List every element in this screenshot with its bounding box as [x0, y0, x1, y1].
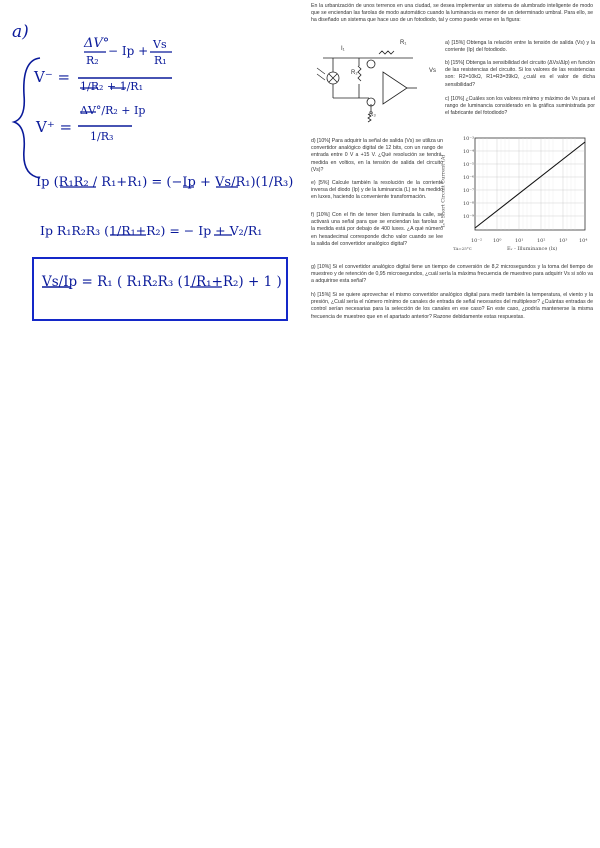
- eq4: Ip R₁R₂R₃ (1/R₁+R₂) = − Ip + V₂/R₁: [40, 223, 263, 238]
- graph-ytick-5: 10⁻⁸: [463, 201, 475, 207]
- graph-ylabel: Iₙ - Short Circuit Current (A): [440, 154, 447, 228]
- circuit-r2: R₂: [351, 70, 358, 76]
- graph-xtick-1: 10⁰: [493, 238, 502, 244]
- eq1-num-e: R₁: [154, 54, 167, 67]
- graph-ytick-1: 10⁻⁴: [463, 149, 475, 155]
- graph-xtick-0: 10⁻²: [471, 238, 483, 244]
- eq1-lhs: V⁻ =: [34, 68, 71, 86]
- circuit-i1: I₁: [341, 46, 345, 52]
- graph-xtick-5: 10⁴: [579, 238, 588, 244]
- question-f: f) [10%] Con el fin de tener bien iluminada la calle, se activará una señal para que se enciendan las farolas si la medida está por debajo de 400 luxes. ¿A qué número en hexadecimal corresponde dicho valor cuando se lee la salida del convertidor analógico digital?: [311, 212, 443, 247]
- graph-ytick-4: 10⁻⁷: [463, 188, 475, 194]
- question-a: a) [15%] Obtenga la relación entre la tensión de salida (Vs) y la corriente (Ip) del fotodiodo.: [445, 40, 595, 54]
- boxed-result: Vs/Ip = R₁ ( R₁R₂R₃ (1/R₁+R₂) + 1 ): [42, 274, 282, 290]
- circuit-vs: Vs: [429, 68, 437, 74]
- eq1-num-d: Vs: [153, 38, 167, 51]
- question-d: d) [10%] Para adquirir la señal de salida (Vs) se utiliza un convertidor analógico digital de 12 bits, con un rango de entrada entre 0 V a +15 V. ¿Qué resolución se tendrá, medida en voltios, en la tensión de salida del circuito (Vs)?: [311, 138, 443, 173]
- eq2-denominator: 1/R₃: [90, 130, 114, 143]
- circuit-r3: R₃: [369, 112, 376, 118]
- graph-ytick-0: 10⁻³: [463, 136, 475, 142]
- question-c: c) [10%] ¿Cuáles son los valores mínimo y máximo de Vs para el rango de luminancia considerado en la gráfica suministrada por el fabricante del fotodiodo?: [445, 96, 595, 117]
- graph-xtick-4: 10³: [559, 238, 568, 244]
- graph-ytick-6: 10⁻⁹: [463, 214, 475, 220]
- question-b: b) [15%] Obtenga la sensibilidad del circuito (ΔVs/ΔIp) en función de las resistencias del circuito. Si los valores de las resistencias son: R2=10kΩ, R1=R3=39kΩ, ¿cuál es el valor de dicha sensibilidad?: [445, 60, 595, 88]
- exam-sheet: [311, 0, 595, 345]
- question-h: h) [15%] Si se quiere aprovechar el mismo convertidor analógico digital para medir también la temperatura, el viento y la presión, ¿Cuál sería el número mínimo de canales de entrada de señal necesarios del multiplexor? ¿Cuántas entradas de control serían necesarias para la selección de los canales en ese caso? En este caso, ¿podría mantenerse la misma frecuencia de muestreo que en el apartado anterior? Razone debidamente estas respuestas.: [311, 292, 593, 320]
- graph-ytick-3: 10⁻⁶: [463, 175, 475, 181]
- circuit-diagram: [313, 38, 423, 128]
- eq1-num-b: R₂: [86, 54, 99, 67]
- eq1-denominator: 1/R₂ + 1/R₁: [80, 80, 144, 93]
- graph-xlabel: Eᵥ - Illuminance (lx): [507, 246, 558, 252]
- eq3: Ip (R₁R₂ / R₁+R₁) = (−Ip + Vs/R₁)(1/R₃): [36, 175, 294, 190]
- graph-xtick-3: 10²: [537, 238, 546, 244]
- eq1-num-a: ΔV°: [84, 36, 110, 51]
- eq2-numerator: ΔV°/R₂ + Ip: [80, 104, 146, 117]
- intro-text: En la urbanización de unos terrenos en una ciudad, se desea implementar un sistema de alumbrado inteligente de modo que se enciendan las farolas de modo automático cuando la luminancia es menor de un determinado umbral. Para ello, se ha diseñado un sistema que hace uso de un fotodiodo, tal y como puede verse en la figura:: [311, 3, 593, 24]
- circuit-r1: R₁: [400, 40, 407, 46]
- graph-ytick-2: 10⁻⁵: [463, 162, 475, 168]
- question-e: e) [5%] Calcule también la resolución de la corriente inversa del diodo (Ip) y de la luminancia (L) se ha medido en luxes, haciendo la conveniente transformación.: [311, 180, 443, 201]
- question-g: g) [10%] Si el convertidor analógico digital tiene un tiempo de conversión de 8,2 microsegundos y la toma del tiempo de muestreo y de retención de 0,95 microsegundos, ¿cuál sería la máxima frecuencia de muestreo para adquirir Vs si sólo va a adquirirse esta señal?: [311, 264, 593, 285]
- part-a-label: a): [12, 22, 29, 42]
- eq1-num-c: − Ip +: [108, 44, 149, 58]
- graph-note: TA=25°C: [453, 246, 472, 251]
- graph-xtick-2: 10¹: [515, 238, 524, 244]
- eq2-lhs: V⁺ =: [36, 118, 73, 136]
